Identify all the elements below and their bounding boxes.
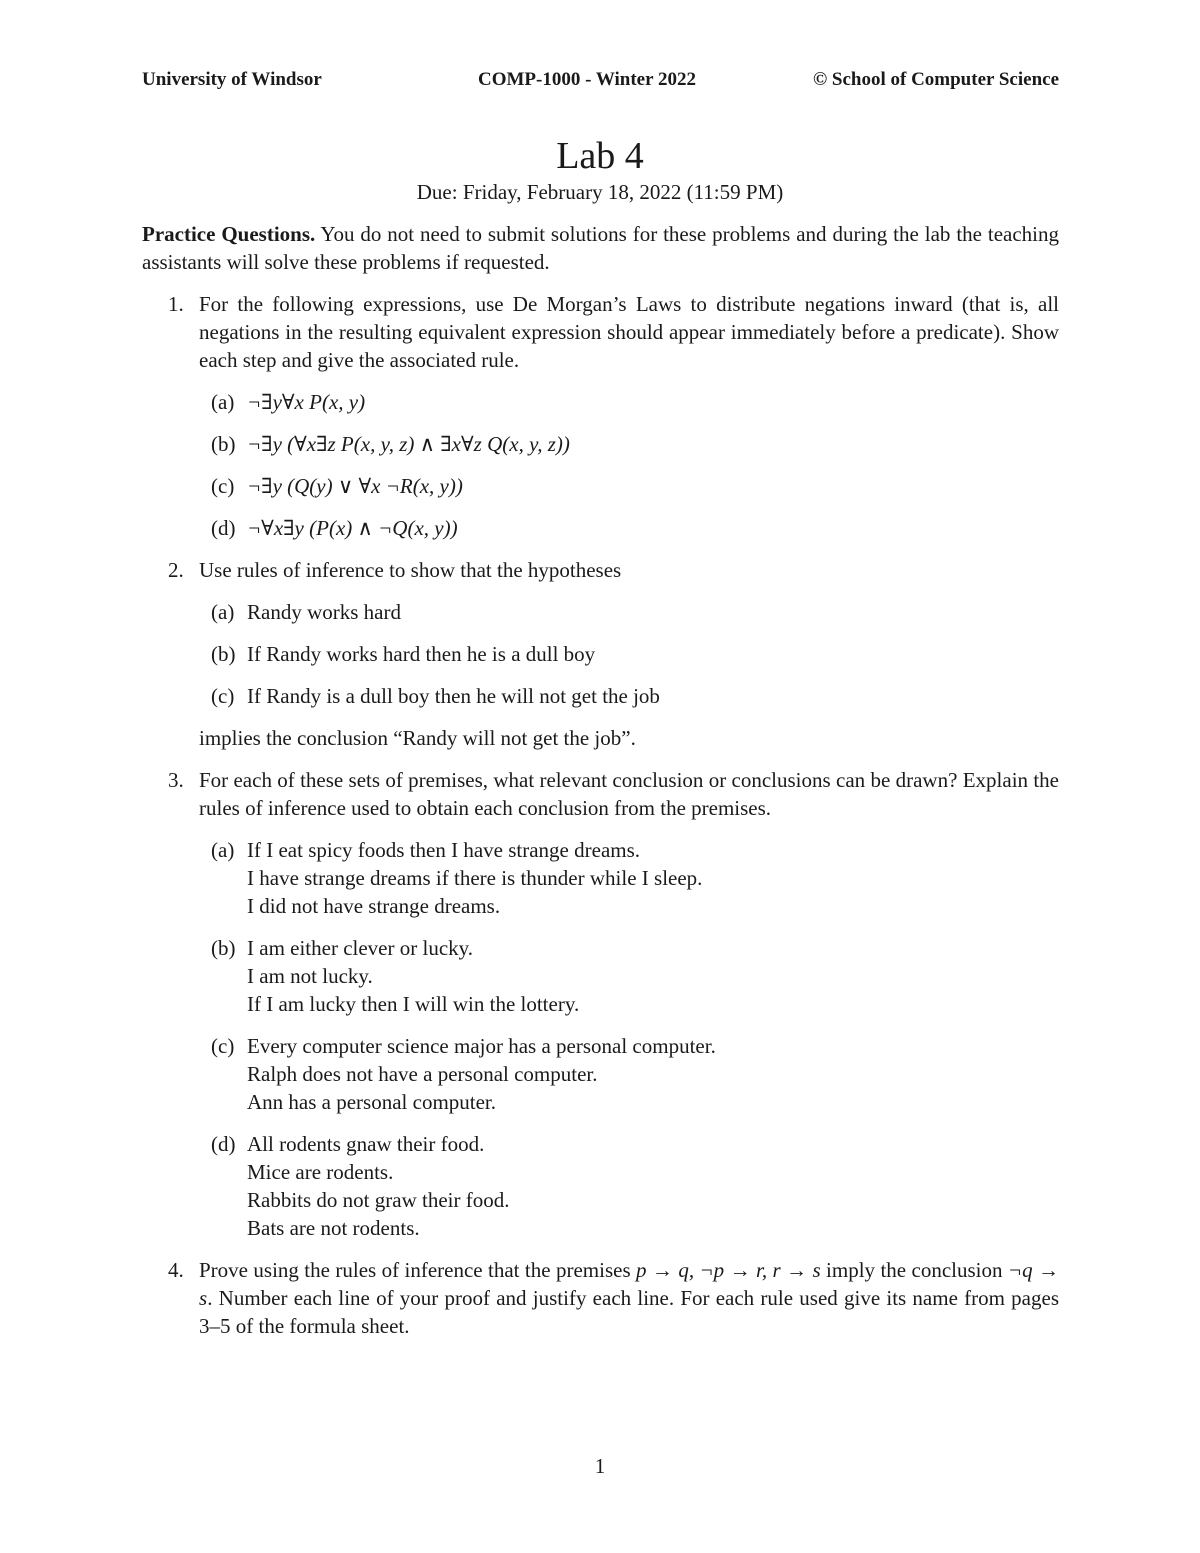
subquestion-2b bbox=[199, 640, 1059, 668]
question-text-end: . Number each line of your proof and justify each line. For each rule used give its name from pages 3–5 of the formula sheet. bbox=[199, 1286, 1059, 1338]
header-university: University of Windsor bbox=[142, 69, 322, 90]
premise-line: Every computer science major has a personal computer. bbox=[247, 1034, 716, 1058]
subquestion-label: (b) bbox=[211, 936, 236, 960]
conclusion-expression: ¬q → s bbox=[199, 1258, 1059, 1310]
expression: ¬∃y∀x P(x, y) bbox=[247, 390, 366, 414]
expression: ¬∃y (∀x∃z P(x, y, z) ∧ ∃x∀z Q(x, y, z)) bbox=[247, 432, 570, 456]
intro-paragraph bbox=[142, 220, 1059, 276]
question-text-mid: imply the conclusion bbox=[820, 1258, 1008, 1282]
question-text: For the following expressions, use De Morgan’s Laws to distribute negations inward (that is, all negations in the resulting equivalent expression should appear immediately before a predicate). Show each step and give the associated rule. bbox=[199, 292, 1059, 372]
subquestion-label: (d) bbox=[211, 1132, 236, 1156]
page-header bbox=[142, 66, 1059, 96]
premises-expression: p → q, ¬p → r, r → s bbox=[636, 1258, 821, 1282]
subquestion-1a bbox=[199, 388, 1059, 416]
premise-line: I did not have strange dreams. bbox=[247, 894, 501, 918]
header-copyright: © School of Computer Science bbox=[812, 69, 1059, 90]
document-body bbox=[142, 220, 1059, 1340]
subquestion-1c bbox=[199, 472, 1059, 500]
subquestion-3b bbox=[199, 934, 1059, 1018]
header-course: COMP-1000 - Winter 2022 bbox=[478, 69, 696, 90]
subquestion-1d bbox=[199, 514, 1059, 542]
question-text-start: Prove using the rules of inference that the premises bbox=[199, 1258, 637, 1282]
question-number: 2. bbox=[168, 558, 184, 582]
subquestion-label: (b) bbox=[211, 432, 236, 456]
question-text bbox=[199, 1256, 1059, 1340]
subquestion-3a bbox=[199, 836, 1059, 920]
subquestion-3d bbox=[199, 1130, 1059, 1242]
subquestion-label: (c) bbox=[211, 474, 235, 498]
subquestion-label: (a) bbox=[211, 838, 235, 862]
subquestion-label: (c) bbox=[211, 1034, 235, 1058]
hypothesis-text: If Randy is a dull boy then he will not get the job bbox=[247, 684, 660, 708]
subquestion-2a bbox=[199, 598, 1059, 626]
page-number: 1 bbox=[594, 1454, 606, 1478]
intro-heading: Practice Questions. bbox=[142, 222, 316, 246]
premise-line: All rodents gnaw their food. bbox=[247, 1132, 485, 1156]
subquestion-label: (c) bbox=[211, 684, 235, 708]
premise-line: I am not lucky. bbox=[247, 964, 373, 988]
premise-line: Mice are rodents. bbox=[247, 1160, 394, 1184]
premise-line: I am either clever or lucky. bbox=[247, 936, 474, 960]
question-text: For each of these sets of premises, what relevant conclusion or conclusions can be drawn? Explain the rules of inference used to obtain each conclusion from the premises. bbox=[199, 768, 1059, 820]
subquestion-1b bbox=[199, 430, 1059, 458]
question-text: Use rules of inference to show that the hypotheses bbox=[199, 558, 622, 582]
page-title: Lab 4 bbox=[556, 135, 644, 177]
premise-line: Rabbits do not graw their food. bbox=[247, 1188, 510, 1212]
question-number: 3. bbox=[168, 768, 184, 792]
subquestion-label: (b) bbox=[211, 642, 236, 666]
premise-line: Ralph does not have a personal computer. bbox=[247, 1062, 598, 1086]
subquestion-label: (d) bbox=[211, 516, 236, 540]
due-date: Due: Friday, February 18, 2022 (11:59 PM) bbox=[416, 180, 784, 204]
hypothesis-text: Randy works hard bbox=[247, 600, 401, 624]
expression: ¬∀x∃y (P(x) ∧ ¬Q(x, y)) bbox=[247, 516, 458, 540]
subquestion-label: (a) bbox=[211, 600, 235, 624]
question-number: 1. bbox=[168, 292, 184, 316]
premise-line: If I eat spicy foods then I have strange dreams. bbox=[247, 838, 641, 862]
premise-line: Bats are not rodents. bbox=[247, 1216, 420, 1240]
subquestion-3c bbox=[199, 1032, 1059, 1116]
question-3 bbox=[142, 766, 1059, 1242]
conclusion-text: implies the conclusion “Randy will not get the job”. bbox=[199, 726, 636, 750]
question-number: 4. bbox=[168, 1258, 184, 1282]
intro-text: You do not need to submit solutions for these problems and during the lab the teaching assistants will solve these problems if requested. bbox=[142, 222, 1060, 274]
premise-line: I have strange dreams if there is thunder while I sleep. bbox=[247, 866, 703, 890]
question-1 bbox=[142, 290, 1059, 542]
hypothesis-text: If Randy works hard then he is a dull boy bbox=[247, 642, 596, 666]
question-2 bbox=[142, 556, 1059, 752]
subquestion-2c bbox=[199, 682, 1059, 710]
premise-line: If I am lucky then I will win the lottery. bbox=[247, 992, 580, 1016]
expression: ¬∃y (Q(y) ∨ ∀x ¬R(x, y)) bbox=[247, 474, 463, 498]
premise-line: Ann has a personal computer. bbox=[247, 1090, 497, 1114]
subquestion-label: (a) bbox=[211, 390, 235, 414]
question-4 bbox=[142, 1256, 1059, 1340]
